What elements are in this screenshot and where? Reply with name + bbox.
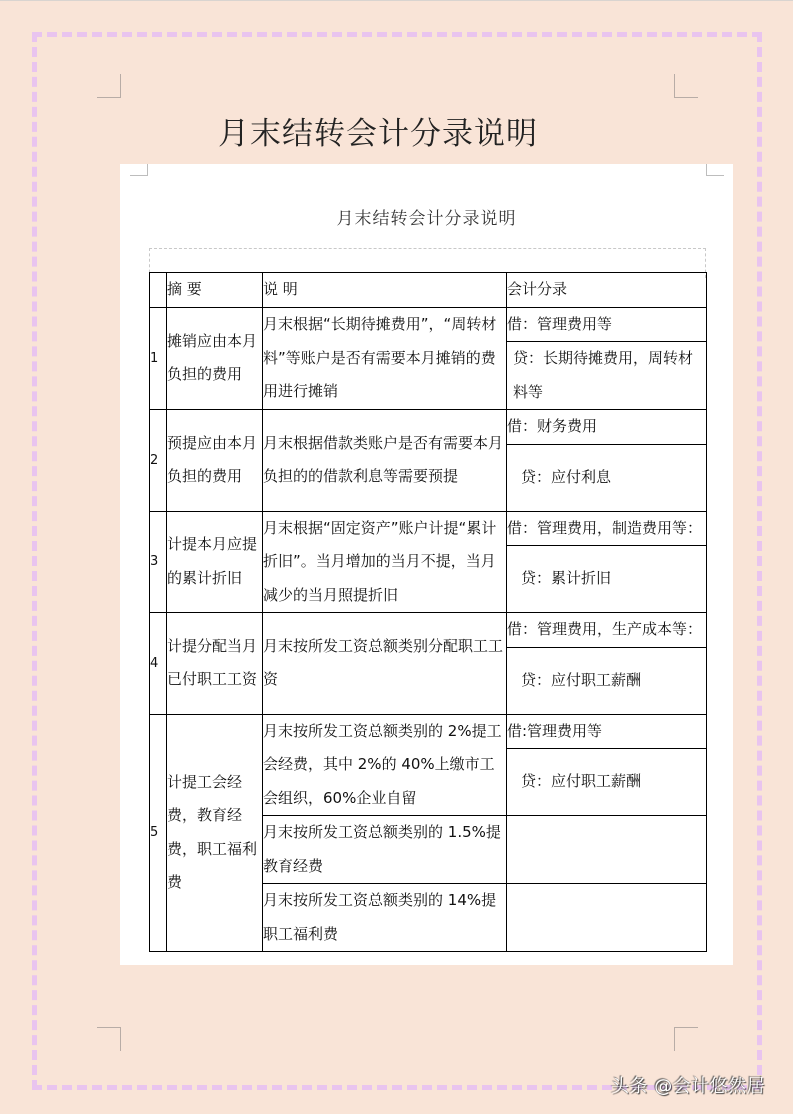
debit-entry: 借：管理费用，制造费用等：	[507, 511, 707, 546]
crop-mark-bottom-right	[674, 1027, 698, 1051]
document-title: 月末结转会计分录说明	[218, 116, 538, 152]
debit-entry: 借：管理费用等	[507, 307, 707, 342]
empty-entry	[507, 816, 707, 884]
row-description: 月末根据借款类账户是否有需要本月负担的的借款利息等需要预提	[263, 410, 507, 512]
credit-entry: 贷：应付职工薪酬	[507, 647, 707, 714]
empty-entry	[507, 884, 707, 952]
row-description: 月末按所发工资总额类别的 2%提工会经费，其中 2%的 40%上缴市工会组织，60%企业自留	[263, 714, 507, 816]
table-row	[150, 714, 707, 749]
page-title: 月末结转会计分录说明	[336, 209, 517, 229]
page-crop-mark-right	[706, 164, 724, 176]
table-header-row	[150, 273, 707, 308]
row-summary: 计提工会经费，教育经费，职工福利费	[167, 714, 263, 952]
accounting-entries-table	[149, 272, 707, 952]
row-description: 月末按所发工资总额类别分配职工工资	[263, 613, 507, 715]
header-entries: 会计分录	[507, 273, 707, 308]
row-description: 月末按所发工资总额类别的 1.5%提教育经费	[263, 816, 507, 884]
header-summary: 摘 要	[167, 273, 263, 308]
page-crop-mark-left	[130, 164, 148, 176]
watermark: 头条 @会计悠然居	[611, 1076, 766, 1097]
row-summary: 计提分配当月已付职工工资	[167, 613, 263, 715]
table-row	[150, 511, 707, 546]
header-description: 说 明	[263, 273, 507, 308]
row-num: 2	[150, 410, 167, 512]
table-row	[150, 613, 707, 648]
header-num	[150, 273, 167, 308]
row-description: 月末根据“长期待摊费用”，“周转材料”等账户是否有需要本月摊销的费用进行摊销	[263, 307, 507, 410]
embedded-page	[120, 164, 733, 965]
row-description: 月末根据“固定资产”账户计提“累计折旧”。当月增加的当月不提，当月减少的当月照提折旧	[263, 511, 507, 613]
credit-entry: 贷：应付职工薪酬	[507, 749, 707, 816]
debit-entry: 借:管理费用等	[507, 714, 707, 749]
debit-entry: 借：管理费用，生产成本等：	[507, 613, 707, 648]
crop-mark-top-left	[97, 74, 121, 98]
crop-mark-bottom-left	[97, 1027, 121, 1051]
table-row	[150, 307, 707, 342]
row-num: 4	[150, 613, 167, 715]
row-num: 1	[150, 307, 167, 410]
row-num: 5	[150, 714, 167, 952]
credit-entry: 贷：长期待摊费用，周转材料等	[507, 342, 707, 410]
row-summary: 预提应由本月负担的费用	[167, 410, 263, 512]
row-summary: 计提本月应提的累计折旧	[167, 511, 263, 613]
crop-mark-top-right	[674, 74, 698, 98]
credit-entry: 贷：应付利息	[507, 444, 707, 511]
row-num: 3	[150, 511, 167, 613]
table-row	[150, 410, 707, 445]
debit-entry: 借：财务费用	[507, 410, 707, 445]
top-edge-line	[0, 0, 793, 1]
row-summary: 摊销应由本月负担的费用	[167, 307, 263, 410]
row-description: 月末按所发工资总额类别的 14%提职工福利费	[263, 884, 507, 952]
credit-entry: 贷：累计折旧	[507, 546, 707, 613]
